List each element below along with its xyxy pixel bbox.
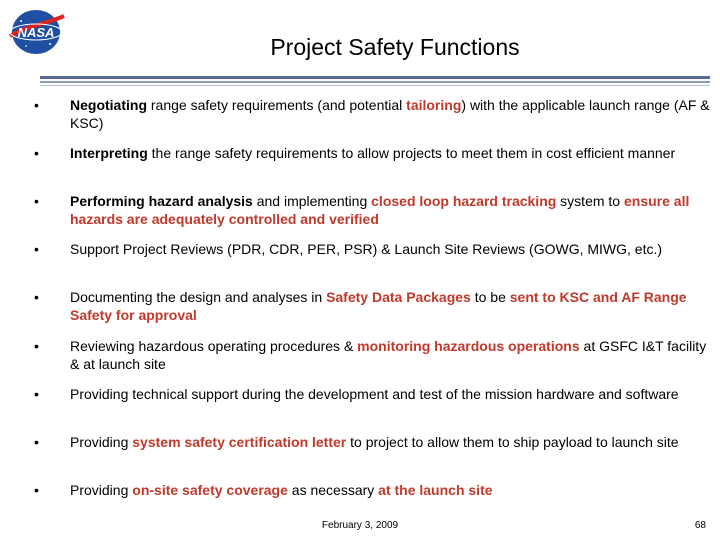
body-text: the range safety requirements to allow projects to meet them in cost efficient manner bbox=[147, 145, 676, 161]
bullet-text bbox=[70, 144, 710, 162]
bullet-marker: • bbox=[34, 193, 39, 209]
highlight-text: on-site safety coverage bbox=[132, 482, 288, 498]
bullet-text bbox=[70, 192, 710, 228]
bullet-marker: • bbox=[34, 482, 39, 498]
body-text: range safety requirements (and potential bbox=[147, 97, 407, 113]
slide-title: Project Safety Functions bbox=[270, 34, 520, 60]
bullet-marker: • bbox=[34, 338, 39, 354]
highlight-text: ensure all hazards are adequately controlled and verified bbox=[70, 193, 690, 227]
bullet-marker: • bbox=[34, 241, 39, 257]
body-text: to project to allow them to ship payload to launch site bbox=[346, 434, 679, 450]
bullet-text bbox=[70, 96, 710, 132]
bullet-marker: • bbox=[34, 289, 39, 305]
body-text: Providing bbox=[70, 482, 133, 498]
body-text: Providing technical support during the development and test of the mission hardware and software bbox=[70, 386, 679, 402]
highlight-text: tailoring bbox=[406, 97, 462, 113]
highlight-text: monitoring hazardous operations bbox=[357, 338, 580, 354]
bullet-marker: • bbox=[34, 434, 39, 450]
highlight-text: system safety certification letter bbox=[132, 434, 347, 450]
body-text: Support Project Reviews (PDR, CDR, PER, PSR) & Launch Site Reviews (GOWG, MIWG, etc.) bbox=[70, 241, 663, 257]
body-text: as necessary bbox=[287, 482, 379, 498]
body-text: system to bbox=[556, 193, 624, 209]
body-text: Reviewing hazardous operating procedures & bbox=[70, 338, 358, 354]
bullet-text bbox=[70, 481, 710, 499]
body-text: at GSFC I&T facility & at launch site bbox=[70, 338, 707, 372]
highlight-text: Safety Data Packages bbox=[326, 289, 471, 305]
bullet-marker: • bbox=[34, 386, 39, 402]
bullet-marker: • bbox=[34, 97, 39, 113]
page-number: 68 bbox=[694, 520, 706, 531]
bold-text: Negotiating bbox=[70, 97, 147, 113]
bullet-text bbox=[70, 433, 710, 451]
footer-date: February 3, 2009 bbox=[321, 520, 399, 531]
bold-text: Interpreting bbox=[70, 145, 148, 161]
bullet-text bbox=[70, 385, 710, 403]
bullet-text bbox=[70, 240, 710, 258]
bullet-text bbox=[70, 337, 710, 373]
highlight-text: at the launch site bbox=[378, 482, 493, 498]
bullet-marker: • bbox=[34, 145, 39, 161]
highlight-text: sent to KSC and AF Range Safety for approval bbox=[70, 289, 687, 323]
highlight-text: closed loop hazard tracking bbox=[371, 193, 557, 209]
body-text: to be bbox=[470, 289, 510, 305]
body-text: Providing bbox=[70, 434, 133, 450]
nasa-logo-text: NASA bbox=[17, 25, 55, 40]
body-text: Documenting the design and analyses in bbox=[70, 289, 327, 305]
body-text: ) with the applicable launch range (AF & KSC) bbox=[70, 97, 710, 131]
bullet-text bbox=[70, 288, 710, 324]
bold-text: Performing hazard analysis bbox=[70, 193, 253, 209]
body-text: and implementing bbox=[252, 193, 372, 209]
